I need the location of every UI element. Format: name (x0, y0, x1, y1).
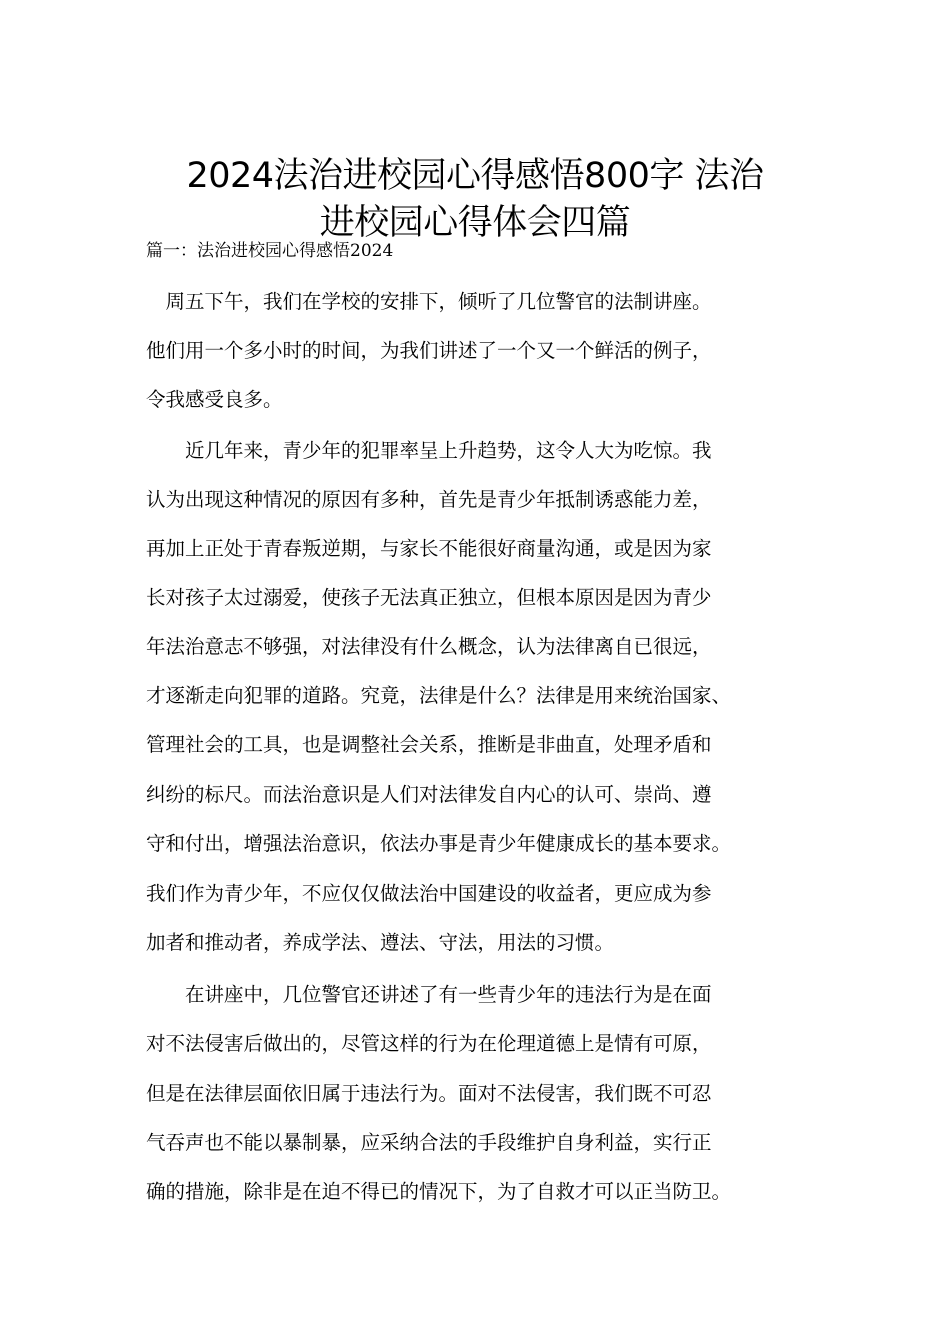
paragraph-3-line-5: 确的措施，除非是在迫不得已的情况下，为了自救才可以正当防卫。 (146, 1180, 732, 1203)
paragraph-2-line-4: 长对孩子太过溺爱，使孩子无法真正独立，但根本原因是因为青少 (146, 586, 712, 609)
paragraph-3-line-4: 气吞声也不能以暴制暴，应采纳合法的手段维护自身利益，实行正 (146, 1131, 712, 1154)
page-title (60, 153, 890, 247)
paragraph-1-line-2: 他们用一个多小时的时间，为我们讲述了一个又一个鲜活的例子， (146, 339, 712, 362)
paragraph-2-line-7: 管理社会的工具，也是调整社会关系，推断是非曲直，处理矛盾和 (146, 733, 712, 756)
paragraph-2-line-10: 我们作为青少年，不应仅仅做法治中国建设的收益者，更应成为参 (146, 882, 712, 905)
paragraph-3-line-1: 在讲座中，几位警官还讲述了有一些青少年的违法行为是在面 (146, 983, 712, 1006)
paragraph-1-line-1: 周五下午，我们在学校的安排下，倾听了几位警官的法制讲座。 (146, 290, 712, 313)
section-heading: 篇一：法治进校园心得感悟2024 (146, 241, 394, 261)
paragraph-2-line-3: 再加上正处于青春叛逆期，与家长不能很好商量沟通，或是因为家 (146, 537, 712, 560)
paragraph-2-line-5: 年法治意志不够强，对法律没有什么概念，认为法律离自已很远， (146, 635, 712, 658)
title-line-1: 2024法治进校园心得感悟800字 法治 (186, 156, 764, 197)
title-line-2: 进校园心得体会四篇 (319, 203, 631, 244)
paragraph-2-line-8: 纠纷的标尺。而法治意识是人们对法律发自内心的认可、崇尚、遵 (146, 783, 712, 806)
paragraph-2-line-2: 认为出现这种情况的原因有多种，首先是青少年抵制诱惑能力差， (146, 488, 712, 511)
paragraph-3-line-3: 但是在法律层面依旧属于违法行为。面对不法侵害，我们既不可忍 (146, 1082, 712, 1105)
paragraph-2-line-1: 近几年来，青少年的犯罪率呈上升趋势，这令人大为吃惊。我 (146, 439, 712, 462)
paragraph-2-line-9: 守和付出，增强法治意识，依法办事是青少年健康成长的基本要求。 (146, 832, 732, 855)
paragraph-3-line-2: 对不法侵害后做出的，尽管这样的行为在伦理道德上是情有可原， (146, 1032, 712, 1055)
paragraph-1-line-3: 令我感受良多。 (146, 388, 283, 411)
paragraph-2-line-6: 才逐渐走向犯罪的道路。究竟，法律是什么？法律是用来统治国家、 (146, 684, 732, 707)
paragraph-2-line-11: 加者和推动者，养成学法、遵法、守法，用法的习惯。 (146, 931, 615, 954)
